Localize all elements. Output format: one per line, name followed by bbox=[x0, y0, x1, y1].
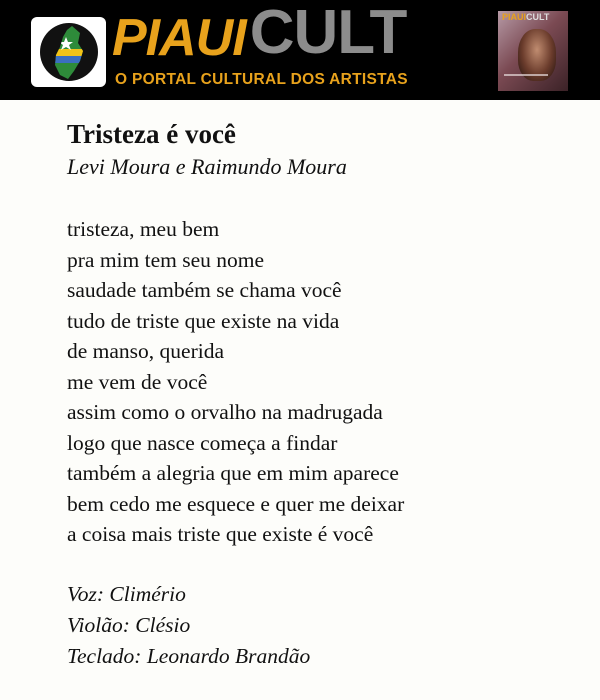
album-brand bbox=[502, 13, 549, 22]
lyric-line: tristeza, meu bem bbox=[67, 217, 220, 241]
album-brand-piaui: PIAUI bbox=[502, 12, 527, 22]
brand-piaui: PIAUI bbox=[112, 9, 246, 67]
lyric-line: de manso, querida bbox=[67, 339, 225, 363]
lyric-line: também a alegria que em mim aparece bbox=[67, 461, 399, 485]
lyric-line: tudo de triste que existe na vida bbox=[67, 308, 340, 333]
piaui-map-flag-icon[interactable] bbox=[31, 17, 106, 87]
lyric-line: a coisa mais triste que existe é você bbox=[67, 522, 374, 546]
site-header bbox=[0, 0, 600, 100]
song-title: Tristeza é você bbox=[67, 119, 236, 149]
credits-block bbox=[67, 579, 587, 672]
site-logo-text[interactable] bbox=[112, 0, 407, 67]
album-cover-image[interactable] bbox=[498, 11, 568, 91]
lyric-line: assim como o orvalho na madrugada bbox=[67, 400, 383, 424]
album-brand-cult: CULT bbox=[526, 12, 550, 22]
brand-cult: CULT bbox=[249, 0, 407, 67]
credit-keyboard: Teclado: Leonardo Brandão bbox=[67, 643, 311, 668]
site-tagline: O PORTAL CULTURAL DOS ARTISTAS bbox=[115, 71, 408, 88]
lyric-line: bem cedo me esquece e quer me deixar bbox=[67, 491, 405, 516]
album-signature-line bbox=[504, 74, 548, 76]
lyric-line: logo que nasce começa a findar bbox=[67, 430, 338, 455]
lyric-line: saudade também se chama você bbox=[67, 278, 342, 302]
lyrics-block bbox=[67, 214, 587, 550]
credit-guitar: Violão: Clésio bbox=[67, 612, 191, 637]
credit-voice: Voz: Climério bbox=[67, 581, 186, 606]
lyric-line: pra mim tem seu nome bbox=[67, 247, 265, 272]
lyric-line: me vem de você bbox=[67, 369, 208, 394]
song-authors: Levi Moura e Raimundo Moura bbox=[67, 154, 347, 179]
song-card bbox=[67, 118, 587, 672]
